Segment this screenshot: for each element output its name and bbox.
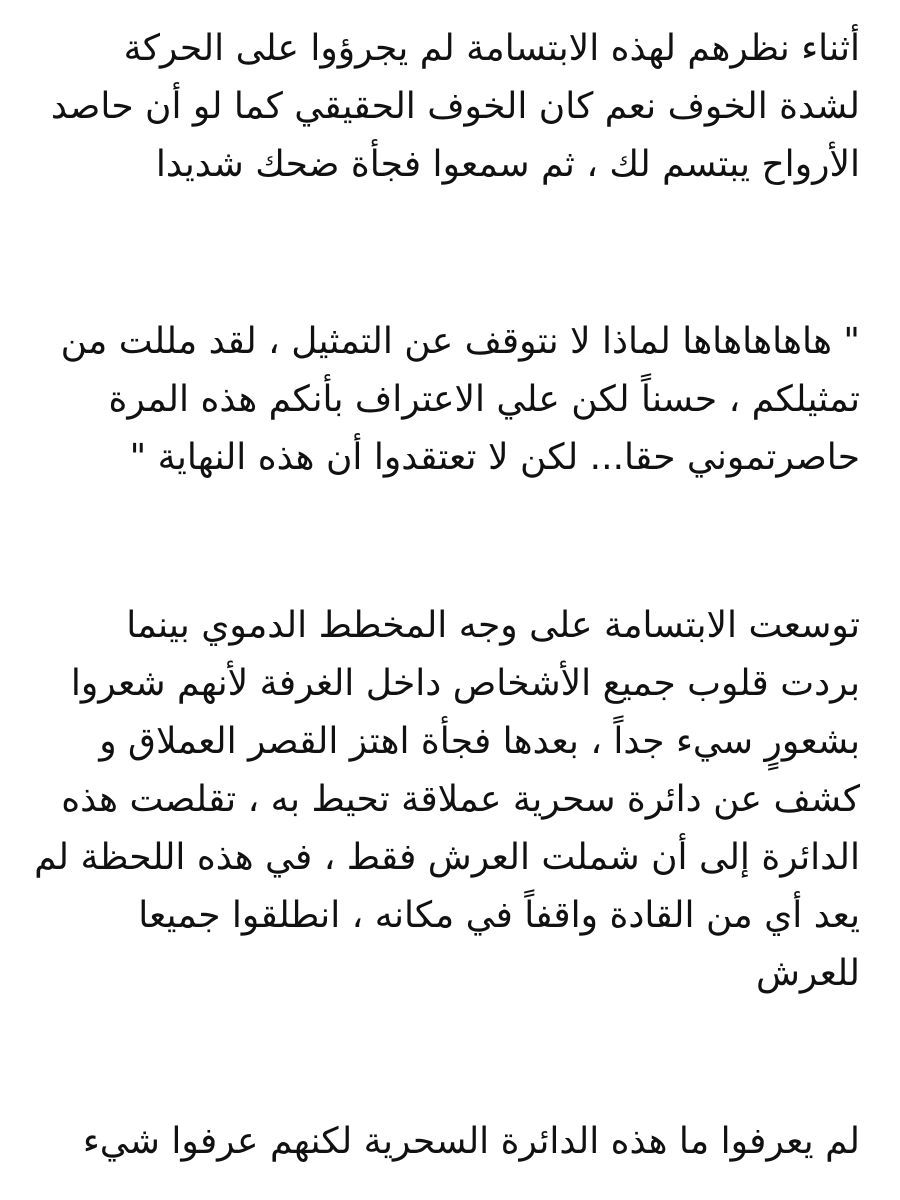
paragraph-4 <box>40 1113 860 1171</box>
text-line: بردت قلوب جميع الأشخاص داخل الغرفة لأنهم شعروا <box>70 663 860 704</box>
text-line: للعرش <box>755 953 860 994</box>
text-line: أثناء نظرهم لهذه الابتسامة لم يجرؤوا على الحركة <box>123 28 860 69</box>
text-line: تمثيلكم ، حسناً لكن علي الاعتراف بأنكم هذه المرة <box>108 379 860 420</box>
text-line: يعد أي من القادة واقفاً في مكانه ، انطلقوا جميعا <box>138 895 860 936</box>
text-line: بشعورٍ سيء جداً ، بعدها فجأة اهتز القصر العملاق و <box>99 721 860 762</box>
text-line: الأرواح يبتسم لك ، ثم سمعوا فجأة ضحك شديدا <box>155 144 860 185</box>
text-line: كشف عن دائرة سحرية عملاقة تحيط به ، تقلصت هذه <box>61 779 860 820</box>
paragraph-3 <box>34 597 860 1003</box>
paragraph-1 <box>40 20 860 194</box>
paragraph-2 <box>40 313 860 487</box>
text-line: الدائرة إلى أن شملت العرش فقط ، في هذه اللحظة لم <box>34 837 860 878</box>
text-line: حاصرتموني حقا... لكن لا تعتقدوا أن هذه النهاية " <box>129 437 860 478</box>
text-line: لشدة الخوف نعم كان الخوف الحقيقي كما لو أن حاصد <box>50 86 860 127</box>
text-line: توسعت الابتسامة على وجه المخطط الدموي بينما <box>126 605 860 646</box>
text-line: لم يعرفوا ما هذه الدائرة السحرية لكنهم عرفوا شيء <box>82 1121 860 1162</box>
text-line: " هاهاهاهاها لماذا لا نتوقف عن التمثيل ، لقد مللت من <box>60 321 860 362</box>
